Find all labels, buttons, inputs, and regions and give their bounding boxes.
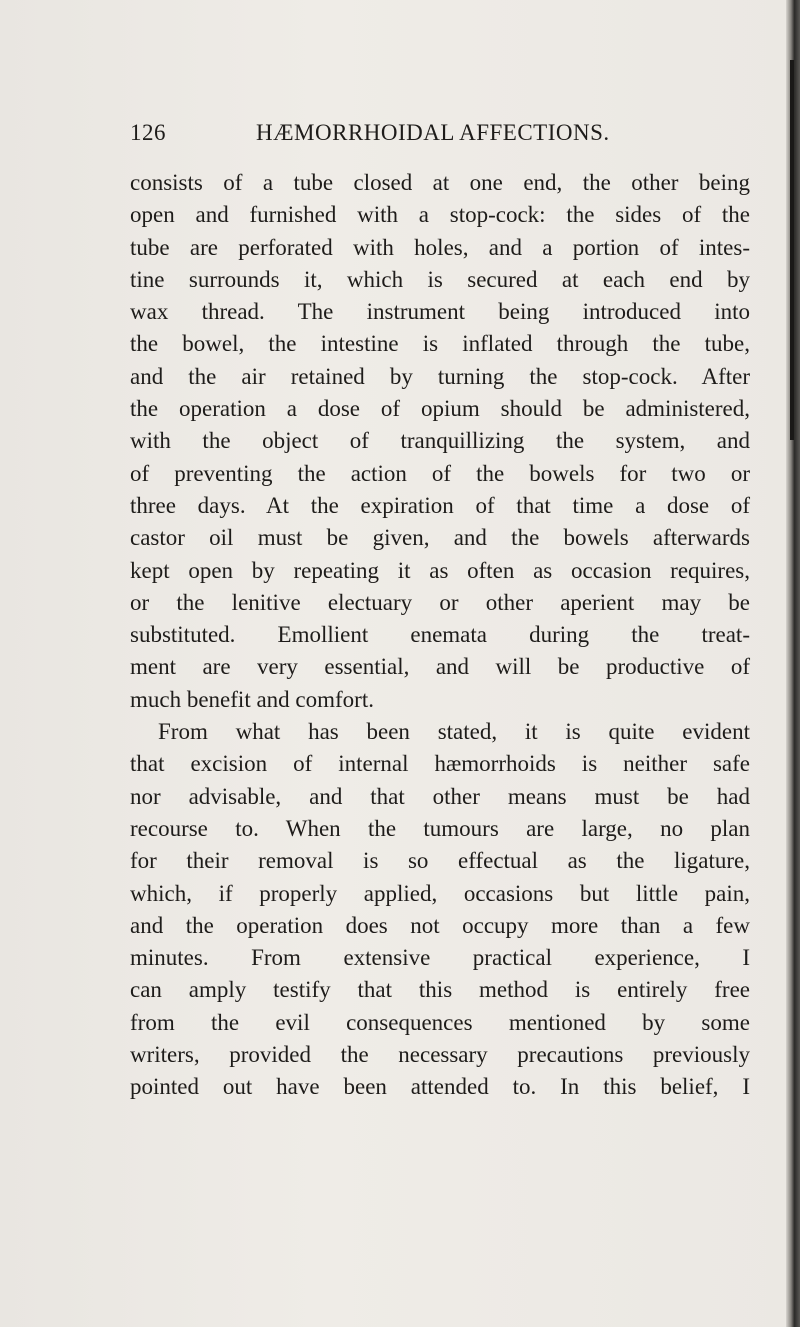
text-line: with the object of tranquillizing the system, and bbox=[130, 428, 750, 454]
body-text bbox=[130, 167, 750, 1104]
running-title: HÆMORRHOIDAL AFFECTIONS. bbox=[256, 120, 610, 145]
text-line: or the lenitive electuary or other aperient may be bbox=[130, 589, 750, 615]
text-line: much benefit and comfort. bbox=[130, 686, 374, 712]
text-line: consists of a tube closed at one end, the other being bbox=[130, 170, 750, 195]
text-line: recourse to. When the tumours are large, no plan bbox=[130, 815, 750, 841]
text-line: from the evil consequences mentioned by some bbox=[130, 1009, 750, 1035]
text-line: and the air retained by turning the stop-cock. After bbox=[130, 363, 750, 389]
text-line: ment are very essential, and will be productive of bbox=[130, 654, 750, 680]
text-line: that excision of internal hæmorrhoids is neither safe bbox=[130, 751, 750, 777]
text-line: for their removal is so effectual as the ligature, bbox=[130, 848, 750, 874]
text-line: wax thread. The instrument being introduced into bbox=[130, 299, 750, 325]
text-line: minutes. From extensive practical experience, I bbox=[130, 945, 750, 971]
text-line: tine surrounds it, which is secured at each end by bbox=[130, 266, 750, 292]
text-line: and the operation does not occupy more than a few bbox=[130, 912, 750, 938]
text-line: kept open by repeating it as often as occasion requires, bbox=[130, 557, 750, 583]
text-line: castor oil must be given, and the bowels afterwards bbox=[130, 525, 750, 551]
text-line: the bowel, the intestine is inflated through the tube, bbox=[130, 331, 750, 357]
text-line: nor advisable, and that other means must be had bbox=[130, 783, 750, 809]
running-head bbox=[130, 120, 750, 150]
text-line: the operation a dose of opium should be administered, bbox=[130, 396, 750, 422]
text-line: of preventing the action of the bowels for two or bbox=[130, 460, 750, 486]
text-line: can amply testify that this method is entirely free bbox=[130, 977, 750, 1003]
text-line: tube are perforated with holes, and a portion of intes- bbox=[130, 234, 750, 260]
text-line: pointed out have been attended to. In this belief, I bbox=[130, 1074, 750, 1100]
page-edge-shadow bbox=[786, 0, 800, 1327]
text-line: three days. At the expiration of that time a dose of bbox=[130, 492, 750, 518]
text-line: writers, provided the necessary precautions previously bbox=[130, 1042, 750, 1068]
text-line: substituted. Emollient enemata during the treat- bbox=[130, 622, 750, 648]
text-line: open and furnished with a stop-cock: the sides of the bbox=[130, 202, 750, 228]
page-number: 126 bbox=[130, 120, 166, 145]
text-line: From what has been stated, it is quite evident bbox=[158, 719, 750, 745]
text-line: which, if properly applied, occasions but little pain, bbox=[130, 880, 750, 906]
